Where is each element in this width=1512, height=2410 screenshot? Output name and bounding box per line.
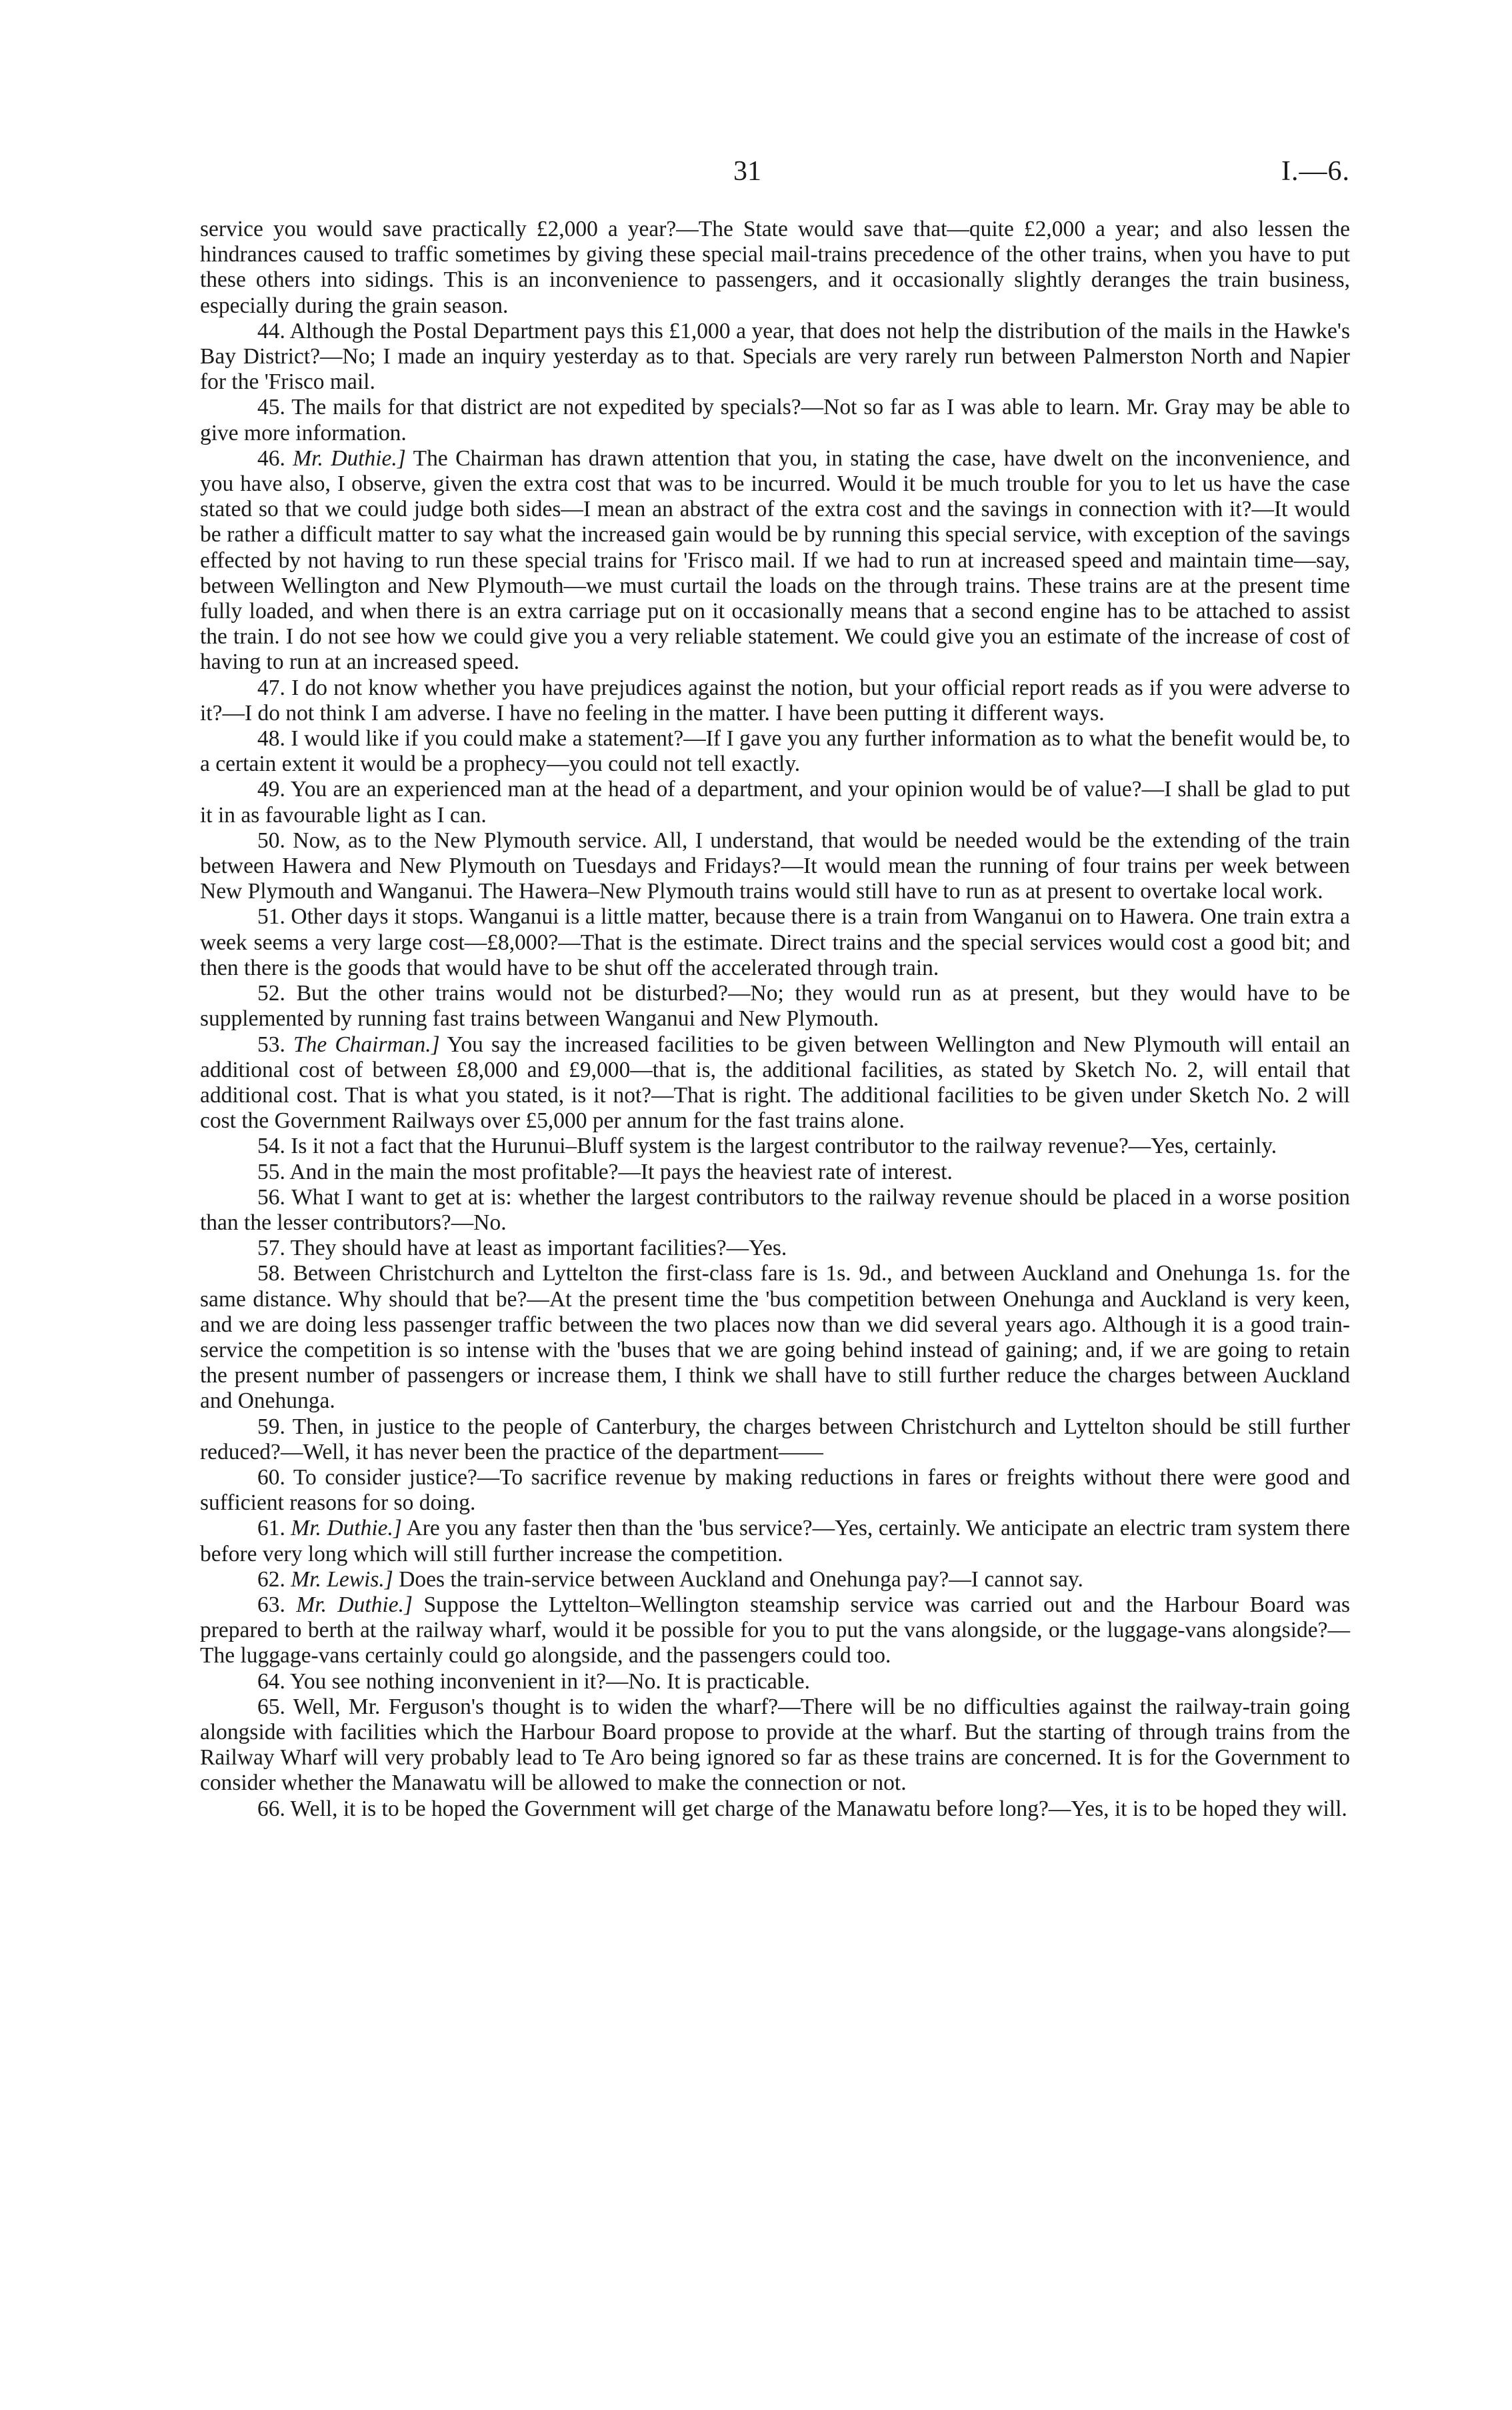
question-text: Well, Mr. Ferguson's thought is to widen the wharf?—There will be no difficulties against the railway-train going alongside with facilities which the Harbour Board propose to provide at the wharf. But the starting of through trains from the Railway Wharf will very probably lead to Te Aro being ignored so far as these trains are concerned. It is for the Government to consider whether the Manawatu will be allowed to make the connection or not. xyxy=(200,1694,1350,1796)
page-number: 31 xyxy=(733,156,761,187)
question-number: 56. xyxy=(257,1184,285,1210)
question-paragraph xyxy=(200,1592,1350,1669)
question-text: What I want to get at is: whether the largest contributors to the railway revenue should be placed in a worse position than the lesser contributors?—No. xyxy=(200,1184,1350,1235)
speaker-name: Mr. Lewis.] xyxy=(291,1566,393,1592)
question-number: 59. xyxy=(257,1414,285,1439)
question-paragraph xyxy=(200,981,1350,1032)
question-paragraph xyxy=(200,395,1350,445)
question-number: 65. xyxy=(257,1694,285,1719)
question-number: 50. xyxy=(257,828,285,853)
question-number: 46. xyxy=(257,445,285,471)
speaker-name: Mr. Duthie.] xyxy=(296,1592,413,1617)
question-text: Well, it is to be hoped the Government will get charge of the Manawatu before long?—Yes, it is to be hoped they will. xyxy=(290,1796,1347,1821)
question-paragraph xyxy=(200,726,1350,777)
question-paragraph xyxy=(200,1134,1350,1159)
question-paragraph xyxy=(200,828,1350,905)
question-text: You say the increased facilities to be given between Wellington and New Plymouth will entail an additional cost of between £8,000 and £9,000—that is, the additional facilities, as stated by Sketch No. 2, will entail that additional cost. That is what you stated, is it not?—That is right. The additional facilities to be given under Sketch No. 2 will cost the Government Railways over £5,000 per annum for the fast trains alone. xyxy=(200,1032,1351,1134)
question-text: Now, as to the New Plymouth service. All, I understand, that would be needed would be the extending of the train between Hawera and New Plymouth on Tuesdays and Fridays?—It would mean the running of four trains per week between New Plymouth and Wanganui. The Hawera–New Plymouth trains would still have to run as at present to overtake local work. xyxy=(200,828,1350,904)
question-text: Then, in justice to the people of Canterbury, the charges between Christchurch and Lyttelton should be still further reduced?—Well, it has never been the practice of the department—— xyxy=(200,1414,1350,1464)
question-paragraph xyxy=(200,1236,1350,1261)
question-text: But the other trains would not be disturbed?—No; they would run as at present, but they would have to be supplemented by running fast trains between Wanganui and New Plymouth. xyxy=(200,981,1351,1032)
question-number: 58. xyxy=(257,1261,285,1286)
question-paragraph xyxy=(200,777,1350,828)
speaker-name: The Chairman.] xyxy=(293,1032,440,1057)
question-text: Although the Postal Department pays this £1,000 a year, that does not help the distribution of the mails in the Hawke's Bay District?—No; I made an inquiry yesterday as to that. Specials are very rarely run between Palmerston North and Napier for the 'Frisco mail. xyxy=(200,318,1351,395)
question-number: 53. xyxy=(257,1032,285,1057)
question-paragraph xyxy=(200,1669,1350,1694)
question-paragraph xyxy=(200,1796,1350,1822)
speaker-name: Mr. Duthie.] xyxy=(291,1516,402,1541)
question-number: 51. xyxy=(257,904,285,930)
page-header xyxy=(200,155,1350,195)
question-number: 45. xyxy=(257,395,285,420)
question-text: Suppose the Lyttelton–Wellington steamship service was carried out and the Harbour Board was prepared to berth at the railway wharf, would it be possible for you to put the vans alongside, or the luggage-vans alongside?—The luggage-vans certainly could go alongside, and the passengers could too. xyxy=(200,1592,1351,1668)
question-number: 57. xyxy=(257,1236,285,1261)
question-text: I would like if you could make a statement?—If I gave you any further information as to what the benefit would be, to a certain extent it would be a prophecy—you could not tell exactly. xyxy=(200,726,1351,777)
question-number: 54. xyxy=(257,1134,285,1159)
question-text: Is it not a fact that the Hurunui–Bluff system is the largest contributor to the railway revenue?—Yes, certainly. xyxy=(291,1134,1277,1159)
question-paragraph xyxy=(200,676,1350,726)
question-paragraph xyxy=(200,1465,1350,1516)
question-number: 62. xyxy=(257,1566,285,1592)
question-paragraph xyxy=(200,1694,1350,1796)
continuation-paragraph: service you would save practically £2,000 a year?—The State would save that—quite £2,000 a year; and also lessen the hindrances caused to traffic sometimes by giving these special mail-trains precedence of the other trains, when you have to put these others into sidings. This is an inconvenience to passengers, and it occasionally slightly deranges the train business, especially during the grain season. xyxy=(200,217,1350,318)
question-text: I do not know whether you have prejudices against the notion, but your official report reads as if you were adverse to it?—I do not think I am adverse. I have no feeling in the matter. I have been putting it different ways. xyxy=(200,675,1350,726)
question-paragraph xyxy=(200,1414,1350,1465)
question-paragraph xyxy=(200,904,1350,981)
question-number: 61. xyxy=(257,1516,285,1541)
question-paragraph xyxy=(200,1032,1350,1134)
question-number: 66. xyxy=(257,1796,285,1821)
body-text xyxy=(200,217,1350,1822)
question-number: 60. xyxy=(257,1464,285,1490)
question-number: 48. xyxy=(257,726,285,752)
question-paragraph xyxy=(200,1160,1350,1185)
question-text: Are you any faster then than the 'bus service?—Yes, certainly. We anticipate an electric tram system there before very long which will still further increase the competition. xyxy=(200,1516,1350,1566)
question-number: 52. xyxy=(257,981,285,1006)
question-number: 64. xyxy=(257,1668,285,1694)
question-paragraph xyxy=(200,1261,1350,1414)
question-paragraph xyxy=(200,446,1350,676)
question-text: Other days it stops. Wanganui is a little matter, because there is a train from Wanganui on to Hawera. One train extra a week seems a very large cost—£8,000?—That is the estimate. Direct trains and the special services would cost a good bit; and then there is the goods that would have to be shut off the accelerated through train. xyxy=(200,904,1350,980)
question-text: You are an experienced man at the head of a department, and your opinion would be of value?—I shall be glad to put it in as favourable light as I can. xyxy=(200,777,1350,828)
question-text: They should have at least as important facilities?—Yes. xyxy=(290,1236,787,1261)
question-number: 44. xyxy=(257,318,285,343)
question-text: To consider justice?—To sacrifice revenue by making reductions in fares or freights without there were good and sufficient reasons for so doing. xyxy=(200,1464,1350,1516)
question-number: 47. xyxy=(257,675,285,700)
question-text: Between Christchurch and Lyttelton the first-class fare is 1s. 9d., and between Auckland and Onehunga 1s. for the same distance. Why should that be?—At the present time the 'bus competition between Onehunga and Auckland is very keen, and we are doing less passenger traffic between the two places now than we did several years ago. Although it is a good train-service the competition is so intense with the 'buses that we are going behind instead of gaining; and, if we are going to retain the present number of passengers or increase them, I think we shall have to still further reduce the charges between Auckland and Onehunga. xyxy=(200,1261,1350,1414)
question-number: 55. xyxy=(257,1159,285,1184)
document-reference: I.—6. xyxy=(1281,156,1350,187)
question-text: The mails for that district are not expedited by specials?—Not so far as I was able to learn. Mr. Gray may be able to give more information. xyxy=(200,395,1350,445)
question-text: The Chairman has drawn attention that you, in stating the case, have dwelt on the inconvenience, and you have also, I observe, given the extra cost that was to be incurred. Would it be much trouble for you to let us have the case stated so that we could judge both sides—I mean an abstract of the extra cost and the savings in connection with it?—It would be rather a difficult matter to say what the increased gain would be by running this special service, with exception of the savings effected by not having to run these special trains for 'Frisco mail. If we had to run at increased speed and maintain time—say, between Wellington and New Plymouth—we must curtail the loads on the through trains. These trains are at the present time fully loaded, and when there is an extra carriage put on it occasionally means that a second engine has to be attached to assist the train. I do not see how we could give you a very reliable statement. We could give you an estimate of the increase of cost of having to run at an increased speed. xyxy=(200,445,1350,675)
question-number: 63. xyxy=(257,1592,285,1617)
question-text: And in the main the most profitable?—It pays the heaviest rate of interest. xyxy=(289,1159,953,1184)
question-paragraph xyxy=(200,1567,1350,1592)
question-paragraph xyxy=(200,319,1350,395)
speaker-name: Mr. Duthie.] xyxy=(293,445,406,471)
question-paragraph xyxy=(200,1185,1350,1236)
question-paragraph xyxy=(200,1516,1350,1566)
question-text: Does the train-service between Auckland and Onehunga pay?—I cannot say. xyxy=(399,1566,1083,1592)
question-number: 49. xyxy=(257,777,285,802)
question-text: You see nothing inconvenient in it?—No. It is practicable. xyxy=(290,1668,810,1694)
